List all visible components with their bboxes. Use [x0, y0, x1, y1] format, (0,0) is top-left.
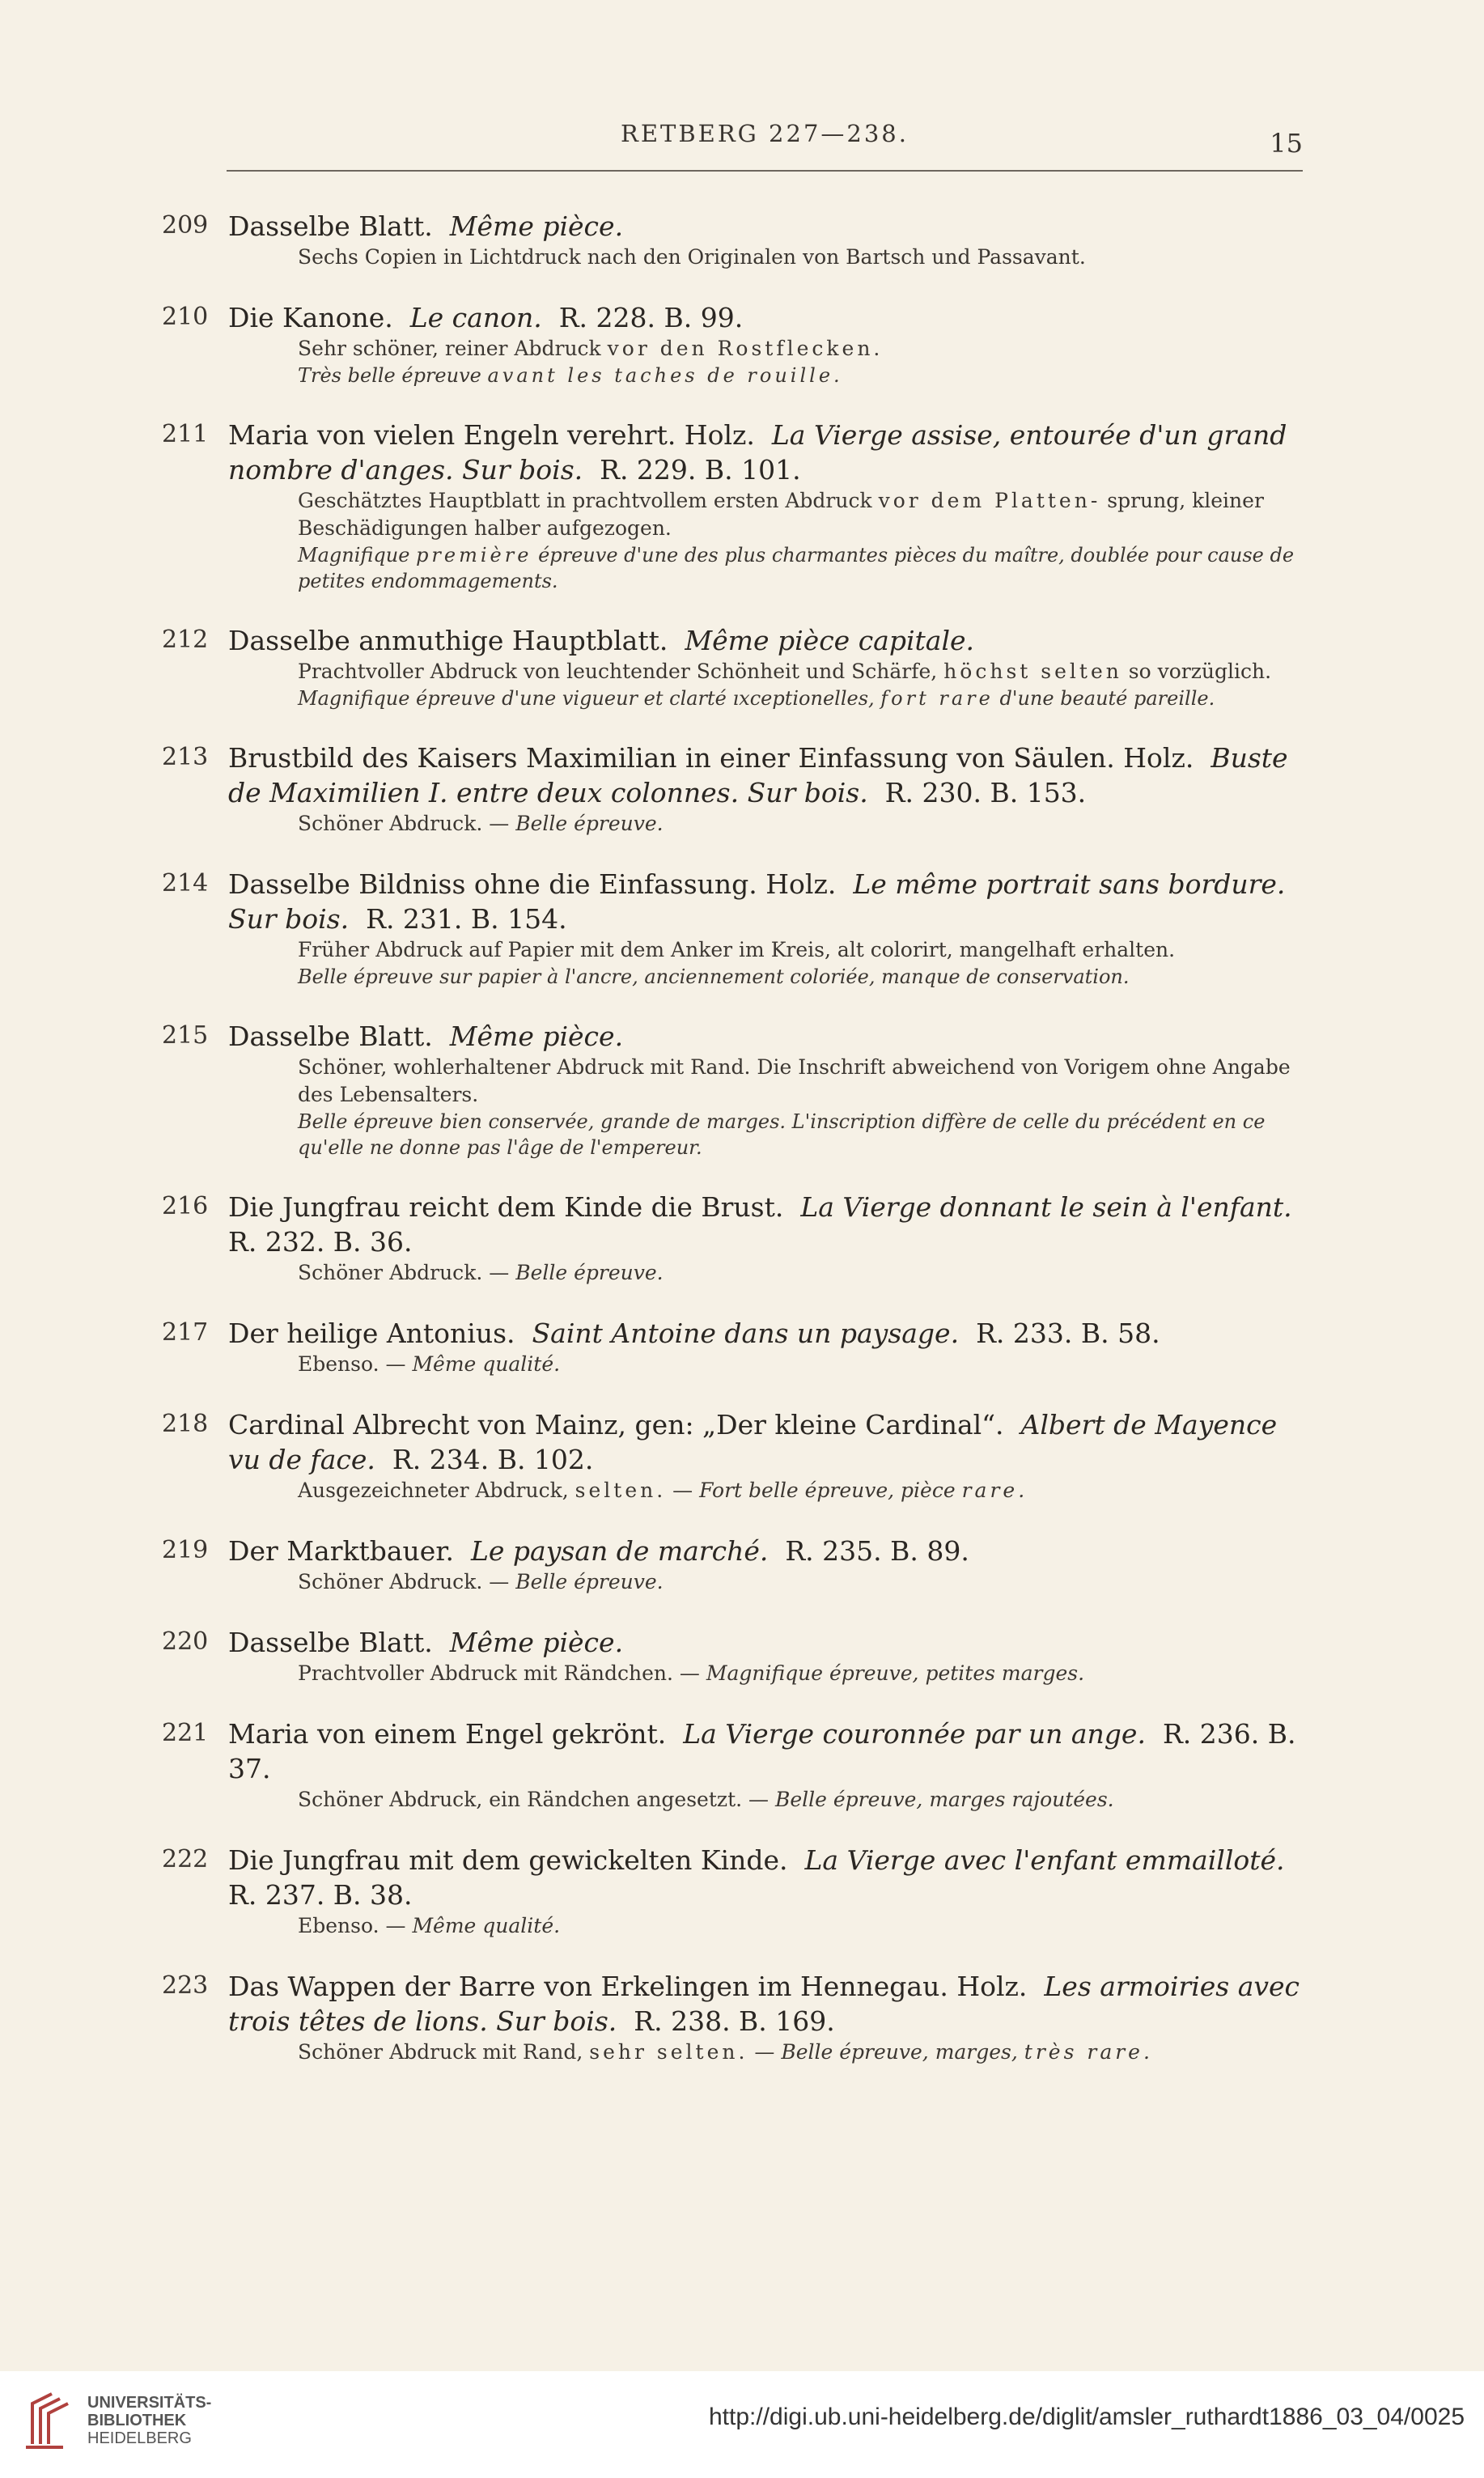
entry-note-fr: Magnifique première épreuve d'une des plus charmantes pièces du maître, doublée pour cause de petites endommagements.	[298, 544, 1295, 592]
entry-note: Schöner Abdruck mit Rand, sehr selten. — Belle épreuve, marges, très rare.	[298, 2040, 1153, 2064]
entry-note: Schöner Abdruck. — Belle épreuve.	[298, 1570, 664, 1593]
entry-ref: R. 233. B. 58.	[976, 1317, 1160, 1349]
catalogue-entry	[162, 1407, 1311, 1504]
page-header	[227, 120, 1303, 168]
entry-ref: R. 230. B. 153.	[884, 777, 1087, 808]
entry-note: Prachtvoller Abdruck von leuchtender Schönheit und Schärfe, höchst selten so vorzüglich.	[298, 660, 1272, 683]
source-url-link[interactable]: http://digi.ub.uni-heidelberg.de/diglit/amsler_ruthardt1886_03_04/0025	[709, 2404, 1465, 2430]
page-number: 15	[1270, 128, 1303, 159]
catalogue-entry	[162, 1843, 1311, 1940]
entry-ref: R. 235. B. 89.	[785, 1535, 969, 1567]
running-title: RETBERG 227—238.	[621, 120, 909, 147]
entry-number: 209	[162, 211, 209, 240]
entry-ref: R. 229. B. 101.	[600, 454, 801, 486]
entry-number: 211	[162, 420, 209, 448]
header-rule	[227, 170, 1303, 172]
entry-note: Schöner Abdruck, ein Rändchen angesetzt. — Belle épreuve, marges rajoutées.	[298, 1788, 1114, 1811]
entry-ref: R. 228. B. 99.	[558, 302, 744, 333]
entry-title: Dasselbe Blatt. Même pièce.	[228, 1020, 624, 1052]
catalogue-entry	[162, 867, 1311, 990]
entry-title-fr: Le canon.	[409, 302, 542, 333]
catalogue-entry	[162, 623, 1311, 711]
entry-title: Maria von einem Engel gekrönt. La Vierge couronnée par un ange. R. 236. B. 37.	[228, 1718, 1296, 1784]
catalogue-entry	[162, 1190, 1311, 1287]
entry-note: Ebenso. — Même qualité.	[298, 1352, 561, 1376]
entry-number: 216	[162, 1192, 209, 1220]
entry-title-fr: Les armoiries avec trois têtes de lions. Sur bois.	[228, 1971, 1300, 2037]
catalogue-entry	[162, 1316, 1311, 1378]
entry-number: 210	[162, 303, 209, 331]
catalogue-entry	[162, 1716, 1311, 1814]
entry-title-fr: Le paysan de marché.	[470, 1535, 769, 1567]
entry-title: Dasselbe Blatt. Même pièce.	[228, 1627, 624, 1658]
entry-title-fr: Albert de Mayence vu de face.	[228, 1409, 1278, 1475]
entry-title: Das Wappen der Barre von Erkelingen im Hennegau. Holz. Les armoiries avec trois têtes de lions. Sur bois. R. 238. B. 169.	[228, 1971, 1300, 2037]
entry-title: Der Marktbauer. Le paysan de marché. R. 235. B. 89.	[228, 1535, 969, 1567]
entry-note: Prachtvoller Abdruck mit Rändchen. — Magnifique épreuve, petites marges.	[298, 1661, 1085, 1685]
entry-title: Der heilige Antonius. Saint Antoine dans un paysage. R. 233. B. 58.	[228, 1317, 1160, 1349]
entry-title: Dasselbe Bildniss ohne die Einfassung. Holz. Le même portrait sans bordure. Sur bois. R. 231. B. 154.	[228, 868, 1286, 935]
entry-note: Geschätztes Hauptblatt in prachtvollem ersten Abdruck vor dem Platten- sprung, kleiner Beschädigungen halber aufgezogen.	[298, 489, 1264, 540]
entry-title-fr: La Vierge assise, entourée d'un grand nombre d'anges. Sur bois.	[228, 419, 1287, 486]
entry-note: Ebenso. — Même qualité.	[298, 1914, 561, 1937]
entry-title-fr: La Vierge donnant le sein à l'enfant.	[800, 1191, 1292, 1223]
catalogue-entry	[162, 1534, 1311, 1596]
entry-number: 214	[162, 869, 209, 897]
catalogue-entry	[162, 209, 1311, 271]
entry-ref: R. 234. B. 102.	[392, 1444, 594, 1475]
catalogue-entry	[162, 1969, 1311, 2066]
library-footer	[0, 2371, 1484, 2478]
entry-title: Die Jungfrau reicht dem Kinde die Brust. La Vierge donnant le sein à l'enfant. R. 232. B. 36.	[228, 1191, 1292, 1258]
entry-note: Früher Abdruck auf Papier mit dem Anker im Kreis, alt colorirt, mangelhaft erhalten.	[298, 938, 1176, 961]
entry-title-fr: Le même portrait sans bordure. Sur bois.	[228, 868, 1286, 935]
entry-title: Dasselbe Blatt. Même pièce.	[228, 210, 624, 242]
entry-title-fr: Même pièce.	[449, 210, 624, 242]
institution-name: UNIVERSITÄTS- BIBLIOTHEK HEIDELBERG	[87, 2394, 212, 2447]
catalogue-entry	[162, 740, 1311, 838]
entry-title: Die Jungfrau mit dem gewickelten Kinde. La Vierge avec l'enfant emmailloté. R. 237. B. 38.	[228, 1844, 1285, 1911]
catalogue-entry	[162, 418, 1311, 594]
entry-number: 222	[162, 1845, 209, 1873]
entry-title-fr: Même pièce.	[449, 1020, 624, 1052]
catalogue-entries	[162, 209, 1311, 2095]
entry-number: 221	[162, 1719, 209, 1747]
entry-note-fr: Belle épreuve bien conservée, grande de marges. L'inscription diffère de celle du précédent en ce qu'elle ne donne pas l'âge de l'empereur.	[298, 1110, 1266, 1159]
entry-number: 217	[162, 1318, 209, 1347]
entry-title-fr: Même pièce capitale.	[685, 625, 975, 656]
entry-number: 218	[162, 1410, 209, 1438]
entry-number: 219	[162, 1536, 209, 1564]
entry-title: Brustbild des Kaisers Maximilian in einer Einfassung von Säulen. Holz. Buste de Maximilien I. entre deux colonnes. Sur bois. R. 230. B. 153.	[228, 742, 1288, 808]
catalogue-entry	[162, 300, 1311, 388]
entry-ref: R. 232. B. 36.	[228, 1226, 413, 1258]
entry-title: Die Kanone. Le canon. R. 228. B. 99.	[228, 302, 744, 333]
entry-title-fr: Saint Antoine dans un paysage.	[532, 1317, 960, 1349]
entry-note: Sechs Copien in Lichtdruck nach den Originalen von Bartsch und Passavant.	[298, 245, 1086, 269]
entry-number: 215	[162, 1021, 209, 1050]
entry-ref: R. 237. B. 38.	[228, 1879, 413, 1911]
entry-title-fr: La Vierge avec l'enfant emmailloté.	[804, 1844, 1285, 1876]
entry-note-fr: Très belle épreuve avant les taches de rouille.	[298, 364, 843, 387]
entry-title: Dasselbe anmuthige Hauptblatt. Même pièce capitale.	[228, 625, 975, 656]
entry-ref: R. 238. B. 169.	[634, 2005, 835, 2037]
entry-note: Schöner Abdruck. — Belle épreuve.	[298, 1261, 664, 1284]
entry-title-fr: Même pièce.	[449, 1627, 624, 1658]
entry-number: 213	[162, 743, 209, 771]
entry-note-fr: Belle épreuve sur papier à l'ancre, anciennement coloriée, manque de conservation.	[298, 965, 1130, 988]
catalogue-entry	[162, 1625, 1311, 1687]
entry-title: Cardinal Albrecht von Mainz, gen: „Der kleine Cardinal“. Albert de Mayence vu de face. R. 234. B. 102.	[228, 1409, 1278, 1475]
entry-note-fr: Magnifique épreuve d'une vigueur et clarté ıxceptionelles, fort rare d'une beauté pareille.	[298, 687, 1215, 710]
entry-title: Maria von vielen Engeln verehrt. Holz. La Vierge assise, entourée d'un grand nombre d'anges. Sur bois. R. 229. B. 101.	[228, 419, 1287, 486]
entry-note: Schöner Abdruck. — Belle épreuve.	[298, 812, 664, 835]
catalogue-entry	[162, 1019, 1311, 1161]
entry-ref: R. 236. B. 37.	[228, 1718, 1296, 1784]
entry-number: 223	[162, 1971, 209, 2000]
entry-number: 212	[162, 626, 209, 654]
entry-note: Ausgezeichneter Abdruck, selten. — Fort belle épreuve, pièce rare.	[298, 1479, 1028, 1502]
entry-title-fr: Buste de Maximilien I. entre deux colonnes. Sur bois.	[228, 742, 1288, 808]
entry-note: Sehr schöner, reiner Abdruck vor den Rostflecken.	[298, 337, 884, 360]
entry-title-fr: La Vierge couronnée par un ange.	[683, 1718, 1146, 1750]
library-logo-icon	[16, 2387, 81, 2452]
entry-note: Schöner, wohlerhaltener Abdruck mit Rand. Die Inschrift abweichend von Vorigem ohne Angabe des Lebensalters.	[298, 1055, 1291, 1106]
entry-ref: R. 231. B. 154.	[366, 903, 567, 935]
entry-number: 220	[162, 1627, 209, 1656]
